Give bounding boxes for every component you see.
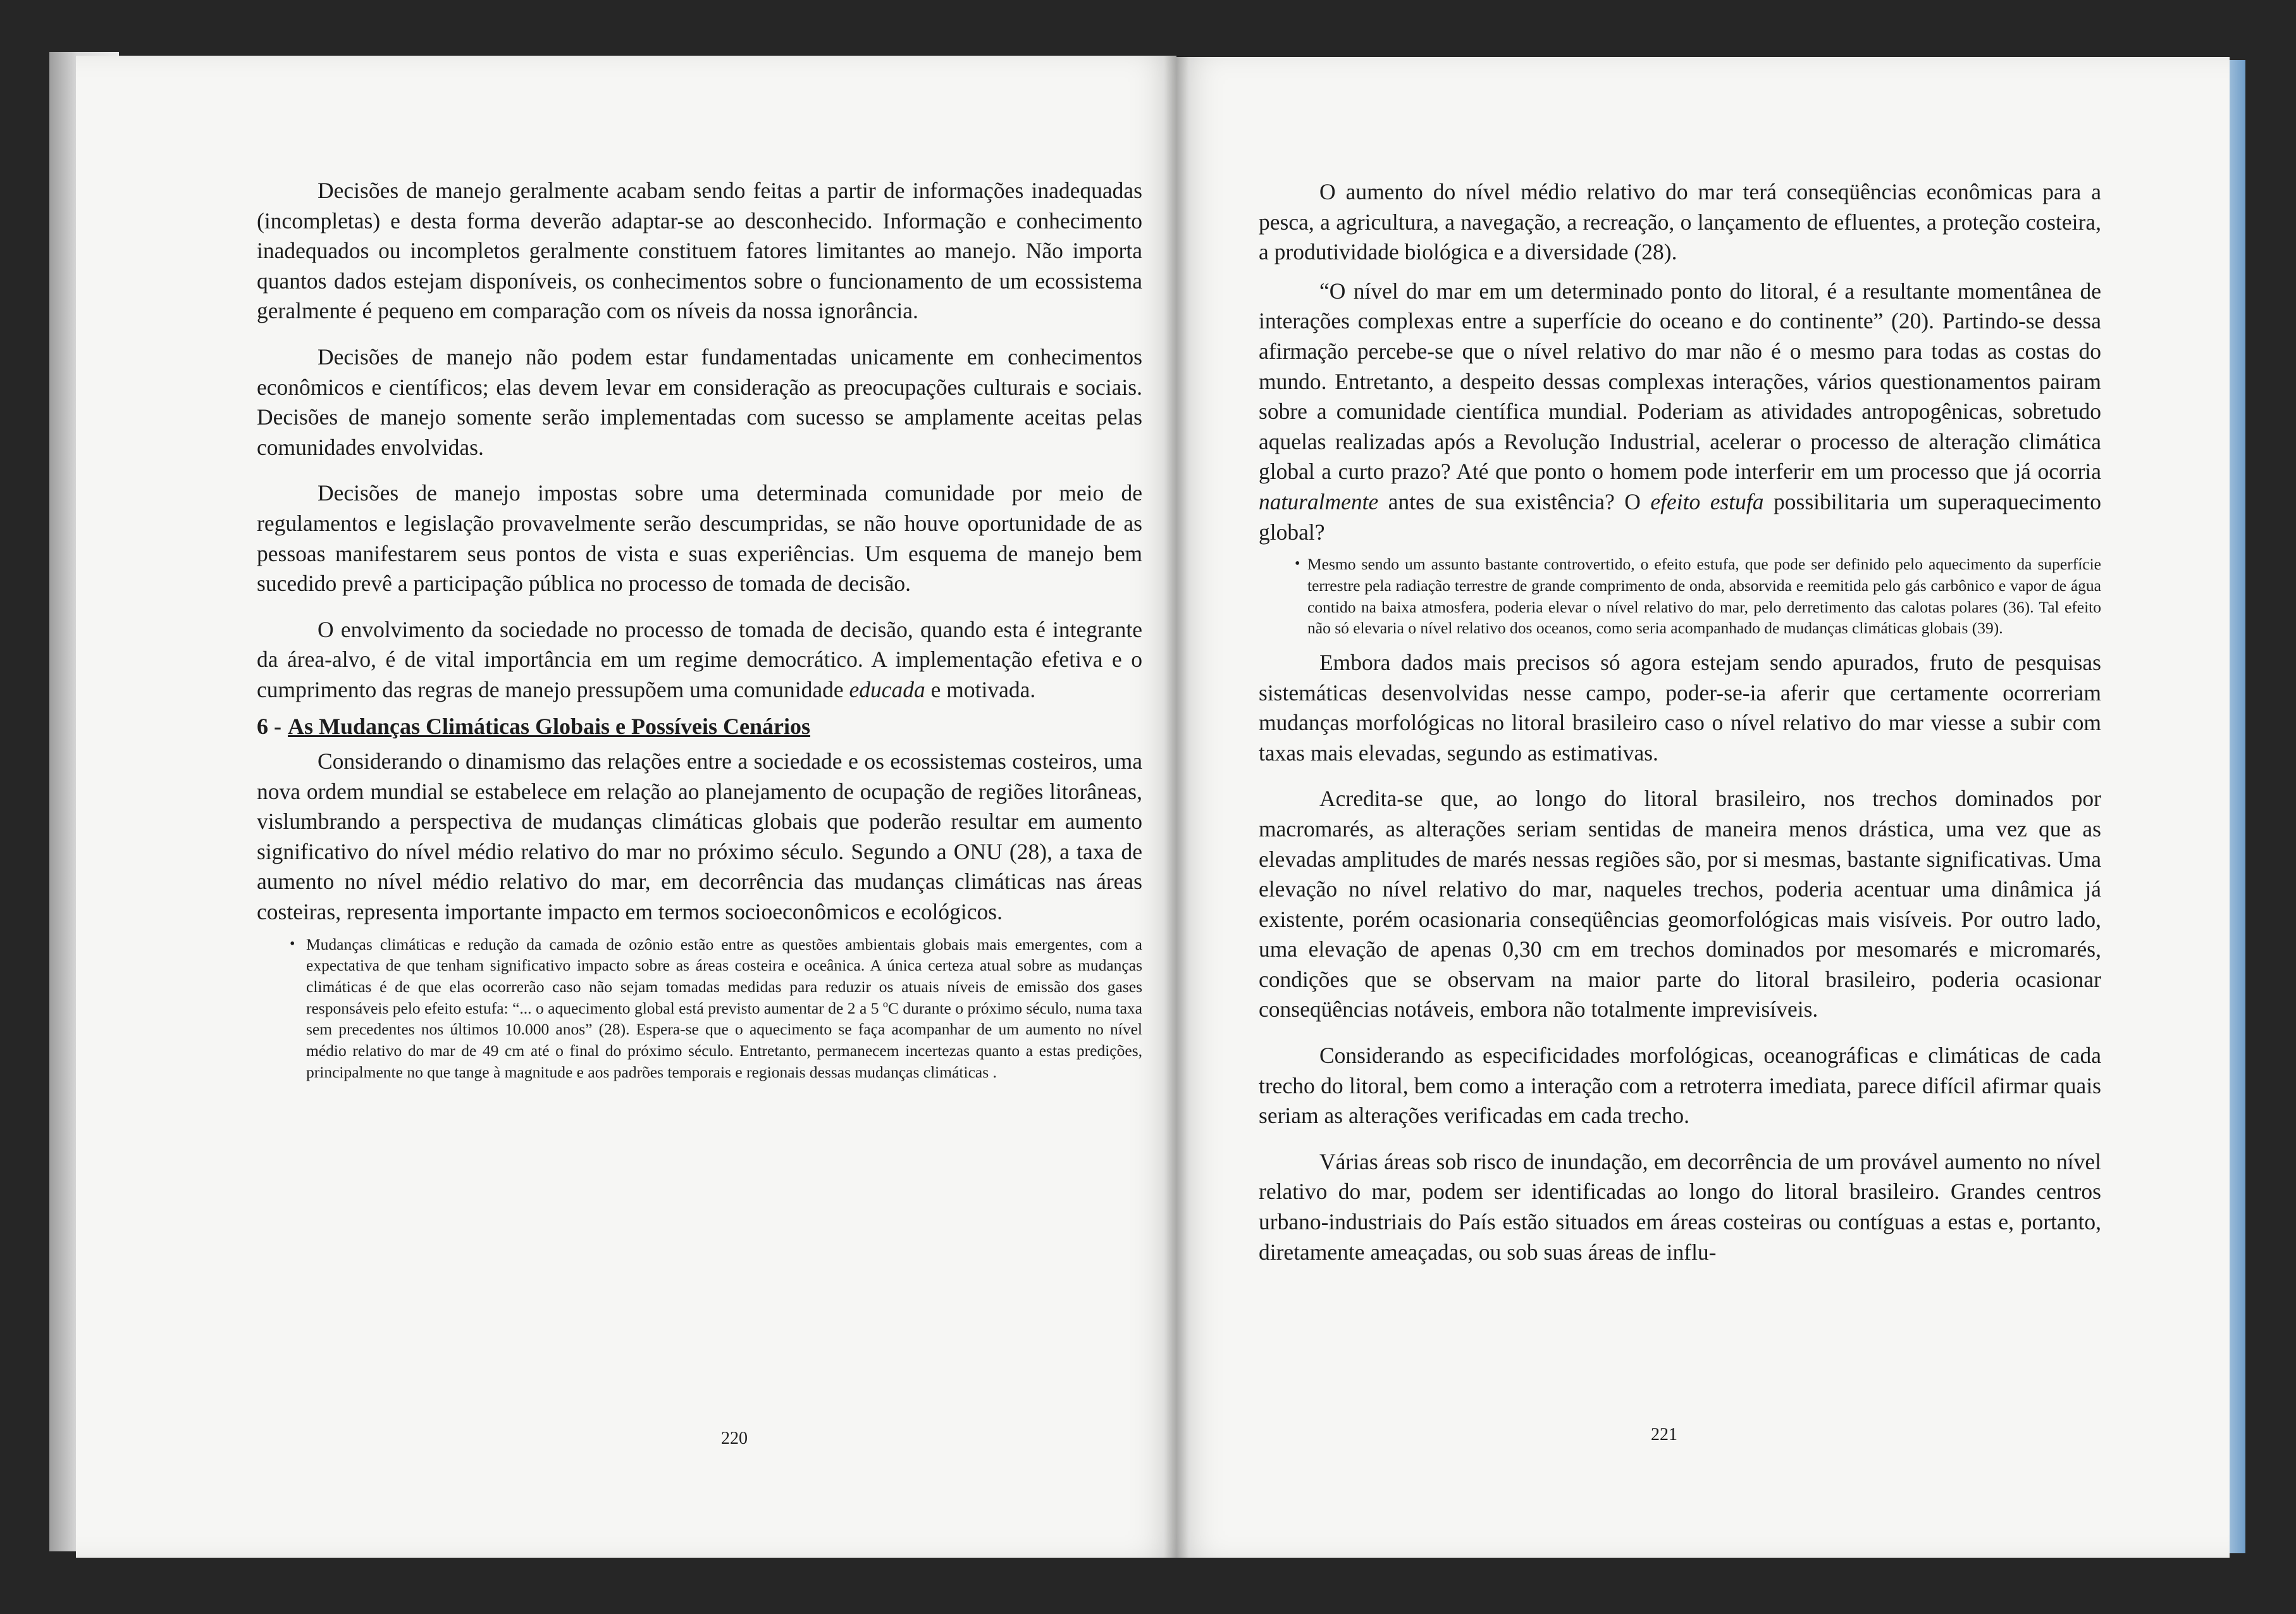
left-paragraph-3: Decisões de manejo impostas sobre uma determinada comunidade por meio de regulamentos e legislação provavelmente serão descumpridas, se não houve oportunidade de as pessoas manifestarem seus pontos de vista e suas experiências. Um esquema de manejo bem sucedido prevê a participação pública no processo de tomada de decisão. bbox=[257, 480, 1142, 597]
left-paragraph-2: Decisões de manejo não podem estar fundamentadas unicamente em conhecimentos econômicos e científicos; elas devem levar em consideração as preocupações culturais e sociais. Decisões de manejo somente serão implementadas com sucesso se amplamente aceitas pelas comunidades envolvidas. bbox=[257, 344, 1142, 460]
left-page bbox=[76, 56, 1176, 1558]
right-paragraph-5: Considerando as especificidades morfológicas, oceanográficas e climáticas de cada trecho do litoral, bem como a interação com a retroterra imediata, parece difícil afirmar quais seriam as alterações verificadas em cada trecho. bbox=[1259, 1043, 2101, 1129]
right-page bbox=[1176, 57, 2230, 1558]
right-paragraph-3: Embora dados mais precisos só agora estejam sendo apurados, fruto de pesquisas sistemáticas desenvolvidas nesse campo, poder-se-ia aferir que certamente ocorreriam mudanças morfológicas no litoral brasileiro caso o nível relativo do mar viesse a subir com taxas mais elevadas, segundo as estimativas. bbox=[1259, 649, 2101, 766]
left-page-body bbox=[257, 176, 1142, 1083]
left-paragraph-1: Decisões de manejo geralmente acabam sendo feitas a partir de informações inadequadas (incompletas) e desta forma deverão adaptar-se ao desconhecido. Informação e conhecimento inadequados ou incompletos geralmente constituem fatores limitantes ao manejo. Não importa quantos dados estejam disponíveis, os conhecimentos sobre o funcionamento de um ecossistema geralmente é pequeno em comparação com os níveis da nossa ignorância. bbox=[257, 178, 1142, 324]
right-footnote: • Mesmo sendo um assunto bastante controvertido, o efeito estufa, que pode ser definido pelo aquecimento da superfície terrestre pela radiação terrestre de grande comprimento de onda, absorvida e reemitida pelo gás carbônico e vapor de água contido na baixa atmosfera, poderia elevar o nível relativo do mar, pelo derretimento das calotas polares (36). Tal efeito não só elevaria o nível relativo dos oceanos, como seria acompanhado de mudanças climáticas globais (39). bbox=[1295, 555, 2101, 638]
bullet-icon: • bbox=[290, 935, 295, 952]
right-paragraph-1: O aumento do nível médio relativo do mar terá conseqüências econômicas para a pesca, a agricultura, a navegação, a recreação, o lançamento de efluentes, a proteção costeira, a produtividade biológica e a diversidade (28). bbox=[1259, 179, 2101, 265]
left-paragraph-4: O envolvimento da sociedade no processo de tomada de decisão, quando esta é integrante da área-alvo, é de vital importância em um regime democrático. A implementação efetiva e o cumprimento das regras de manejo pressupõem uma comunidade educada e motivada. bbox=[257, 616, 1142, 702]
left-paragraph-5: Considerando o dinamismo das relações entre a sociedade e os ecossistemas costeiros, uma nova ordem mundial se estabelece em relação ao planejamento de ocupação de regiões litorâneas, vislumbrando a perspectiva de mudanças climáticas globais que poderão resultar em aumento significativo do nível médio relativo do mar no próximo século. Segundo a ONU (28), a taxa de aumento no nível médio relativo do mar, em decorrência das mudanças climáticas nas áreas costeiras, representa importante impacto em termos socioeconômicos e ecológicos. bbox=[257, 748, 1142, 925]
left-footnote: • Mudanças climáticas e redução da camada de ozônio estão entre as questões ambientais globais mais emergentes, com a expectativa de que tenham significativo impacto sobre as áreas costeira e oceânica. A única certeza atual sobre as mudanças climáticas é de que elas ocorrerão caso não sejam tomadas medidas para reduzir os atuais níveis de emissão dos gases responsáveis pelo efeito estufa: “... o aquecimento global está previsto aumentar de 2 a 5 ºC durante o próximo século, numa taxa sem precedentes nos últimos 10.000 anos” (28). Espera-se que o aquecimento se faça acompanhar de um aumento no nível médio relativo do mar de 49 cm até o final do próximo século. Entretanto, permanecem incertezas quanto a estas predições, principalmente no que tange à magnitude e aos padrões temporais e regionais dessas mudanças climáticas . bbox=[290, 934, 1142, 1081]
bullet-icon: • bbox=[1295, 556, 1300, 573]
book-gutter bbox=[1164, 56, 1189, 1558]
right-paragraph-4: Acredita-se que, ao longo do litoral brasileiro, nos trechos dominados por macromarés, as alterações seriam sentidas de maneira menos drástica, uma vez que as elevadas amplitudes de marés nessas regiões são, por si mesmas, bastante significativas. Uma elevação no nível relativo do mar, naqueles trechos, poderia acentuar uma dinâmica já existente, porém ocasionaria conseqüências geomorfológicas mais visíveis. Por outro lado, uma elevação de apenas 0,30 cm em trechos dominados por mesomarés e micromarés, condições que se observam na maior parte do litoral brasileiro, poderia ocasionar conseqüências notáveis, embora não totalmente imprevisíveis. bbox=[1259, 786, 2101, 1022]
page-number-right: 221 bbox=[1651, 1425, 1677, 1444]
page-number-left: 220 bbox=[721, 1429, 748, 1448]
right-page-body bbox=[1259, 177, 2101, 1267]
right-paragraph-6: Várias áreas sob risco de inundação, em decorrência de um provável aumento no nível relativo do mar, podem ser identificadas ao longo do litoral brasileiro. Grandes centros urbano-industriais do País estão situados em áreas costeiras ou contíguas a estas e, portanto, diretamente ameaçadas, ou sob suas áreas de influ- bbox=[1259, 1148, 2101, 1265]
right-paragraph-2: “O nível do mar em um determinado ponto do litoral, é a resultante momentânea de interações complexas entre a superfície do oceano e do continente” (20). Partindo-se dessa afirmação percebe-se que o nível relativo do mar não é o mesmo para todas as costas do mundo. Entretanto, a despeito dessas complexas interações, vários questionamentos pairam sobre a comunidade científica mundial. Poderiam as atividades antropogênicas, sobretudo aquelas realizadas após a Revolução Industrial, acelerar o processo de alteração climática global a curto prazo? Até que ponto o homem pode interferir em um processo que já ocorria naturalmente antes de sua existência? O efeito estufa possibilitaria um superaquecimento global? bbox=[1259, 278, 2102, 545]
section-heading: 6 - As Mudanças Climáticas Globais e Possíveis Cenários bbox=[257, 713, 811, 739]
